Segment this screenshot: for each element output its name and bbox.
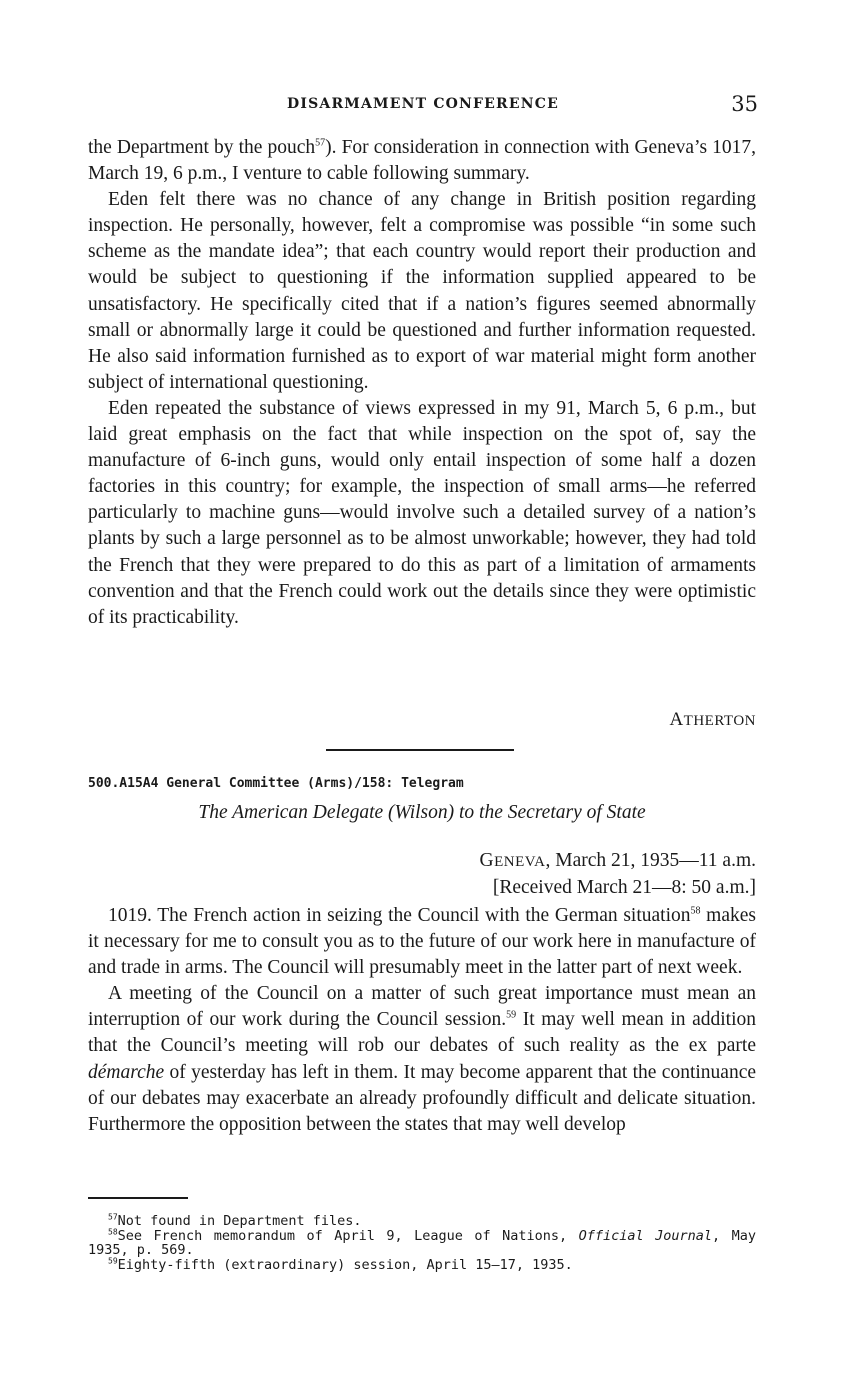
date-sent: GENEVA, March 21, 1935—11 a.m. (479, 850, 756, 871)
document-title: The American Delegate (Wilson) to the Secretary of State (198, 802, 646, 823)
footnote-ref: 59 (506, 1009, 517, 1021)
signature: ATHERTON (669, 709, 756, 730)
footnotes (88, 1214, 756, 1272)
date-received: [Received March 21—8: 50 a.m.] (492, 877, 756, 898)
dateline (480, 848, 756, 901)
paragraph: Eden repeated the substance of views expressed in my 91, March 5, 6 p.m., but laid great emphasis on the fact that while inspection on the spot of, say the manufacture of 6-inch guns, would only entail inspection of some half a dozen factories in this country; for example, the inspection of small arms—he referred particularly to machine guns—would involve such a detailed survey of a nation’s plants by such a large personnel as to be almost unworkable; however, they had told the French that they were prepared to do this as part of a limitation of armaments convention and that the French could work out the details since they were optimistic of its practicability. (88, 397, 756, 628)
paragraph: Eden felt there was no chance of any change in British position regarding inspection. He personally, however, felt a compromise was possible “in some such scheme as the mandate idea”; that each country would report their production and would be subject to questioning if the information supplied appeared to be unsatisfactory. He specifically cited that if a nation’s figures seemed abnormally small or abnormally large it could be questioned and further information requested. He also said information furnished as to export of war material might form another subject of international questioning. (88, 189, 756, 393)
second-document-body (88, 903, 756, 1138)
paragraph: 1019. The French action in seizing the Council with the German situation$^{58}$ makes it necessary for me to consult you as to the future of our work here in manufacture of and trade in arms. The Council will presumably meet in the latter part of next week. (88, 905, 756, 979)
footnote: $^{58}$See French memorandum of April 9, League of Nations, Official Journal, May 1935, p. 569. (88, 1227, 756, 1258)
page-header (88, 92, 758, 120)
footnote-divider (88, 1197, 188, 1199)
footnote-ref: 57 (315, 137, 326, 149)
paragraph: A meeting of the Council on a matter of such great importance must mean an interruption of our work during the Council session.$^{59}$ It may well mean in addition that the Council’s meeting will rob our debates of such reality as the ex parte démarche of yesterday has left in them. It may become apparent that the continuance of our debates may exacerbate an already profoundly difficult and delicate situation. Furthermore the opposition between the states that may well develop (88, 983, 756, 1135)
page-number: 35 (731, 92, 758, 116)
paragraph: the Department by the pouch$^{57}$). For consideration in connection with Geneva’s 1017, March 19, 6 p.m., I venture to cable following summary. (88, 137, 756, 185)
running-head: DISARMAMENT CONFERENCE (287, 96, 559, 112)
section-divider (326, 749, 514, 751)
footnote: $^{57}$Not found in Department files. (108, 1212, 362, 1229)
footnote: $^{59}$Eighty-fifth (extraordinary) session, April 15–17, 1935. (108, 1256, 573, 1273)
file-reference: 500.A15A4 General Committee (Arms)/158: Telegram (88, 776, 464, 791)
first-document-body (88, 135, 756, 631)
footnote-ref: 58 (690, 905, 701, 917)
